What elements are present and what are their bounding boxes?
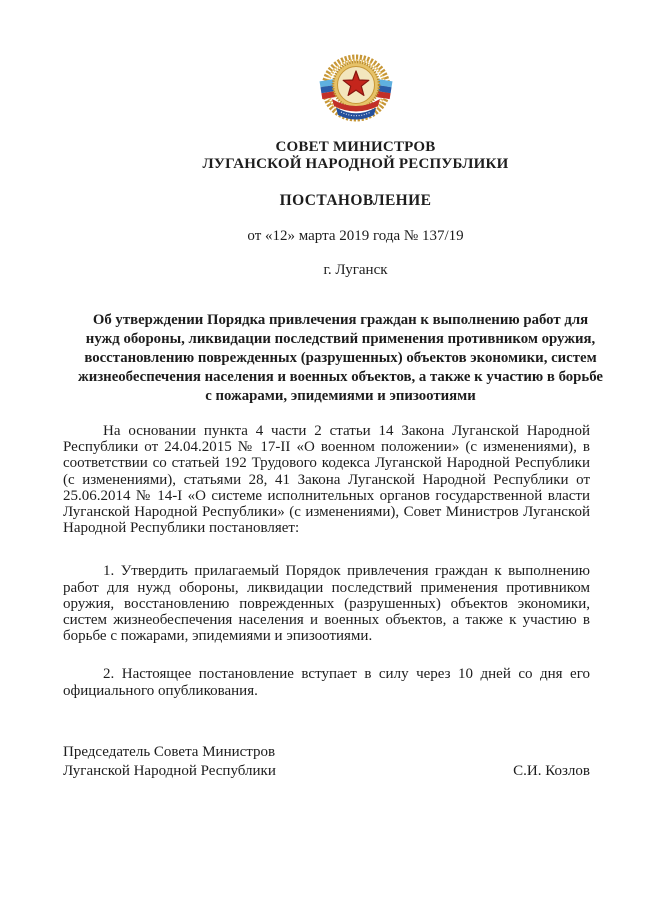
document-header xyxy=(92,54,619,278)
paragraph-item-2: 2. Настоящее постановление вступает в силу через 10 дней со дня его официального опубликования. xyxy=(63,666,590,699)
paragraph-preamble: На основании пункта 4 части 2 статьи 14 Закона Луганской Народной Республики от 24.04.2015 № 17-II «О военном положении» (с изменениями), в соответствии со статьей 192 Трудового кодекса Луганской Народной Республики (с изменениями), статьями 28, 41 Закона Луганской Народной Республики от 25.06.2014 № 14-I «О системе исполнительных органов государственной власти Луганской Народной Республики» (с изменениями), Совет Министров Луганской Народной Республики постановляет: xyxy=(63,423,590,537)
city-line: г. Луганск xyxy=(323,262,388,278)
lnr-coat-of-arms-icon xyxy=(319,54,393,124)
org-name xyxy=(92,139,619,172)
org-name-line1: СОВЕТ МИНИСТРОВ xyxy=(275,139,436,155)
document-type: ПОСТАНОВЛЕНИЕ xyxy=(279,192,432,209)
date-number-line: от «12» марта 2019 года № 137/19 xyxy=(247,228,464,244)
signer-name: С.И. Козлов xyxy=(513,762,590,779)
signer-position-line1: Председатель Совета Министров xyxy=(63,743,276,760)
org-name-line2: ЛУГАНСКОЙ НАРОДНОЙ РЕСПУБЛИКИ xyxy=(202,155,509,172)
paragraph-item-1: 1. Утвердить прилагаемый Порядок привлечения граждан к выполнению работ для нужд обороны, ликвидации последствий применения противником оружия, восстановлению поврежденных (разрушенных) объектов экономики, систем жизнеобеспечения населения и военных объектов, а также к участию в борьбе с пожарами, эпидемиями и эпизоотиями. xyxy=(63,563,590,645)
signer-position xyxy=(63,743,276,781)
signer-position-line2: Луганской Народной Республики xyxy=(63,762,276,779)
signature-block xyxy=(63,743,590,781)
document-title: Об утверждении Порядка привлечения граждан к выполнению работ для нужд обороны, ликвидации последствий применения противником оружия, восстановлению поврежденных (разрушенных) объектов экономики, систем жизнеобеспечения населения и военных объектов, а также к участию в борьбе с пожарами, эпидемиями и эпизоотиями xyxy=(77,312,603,404)
